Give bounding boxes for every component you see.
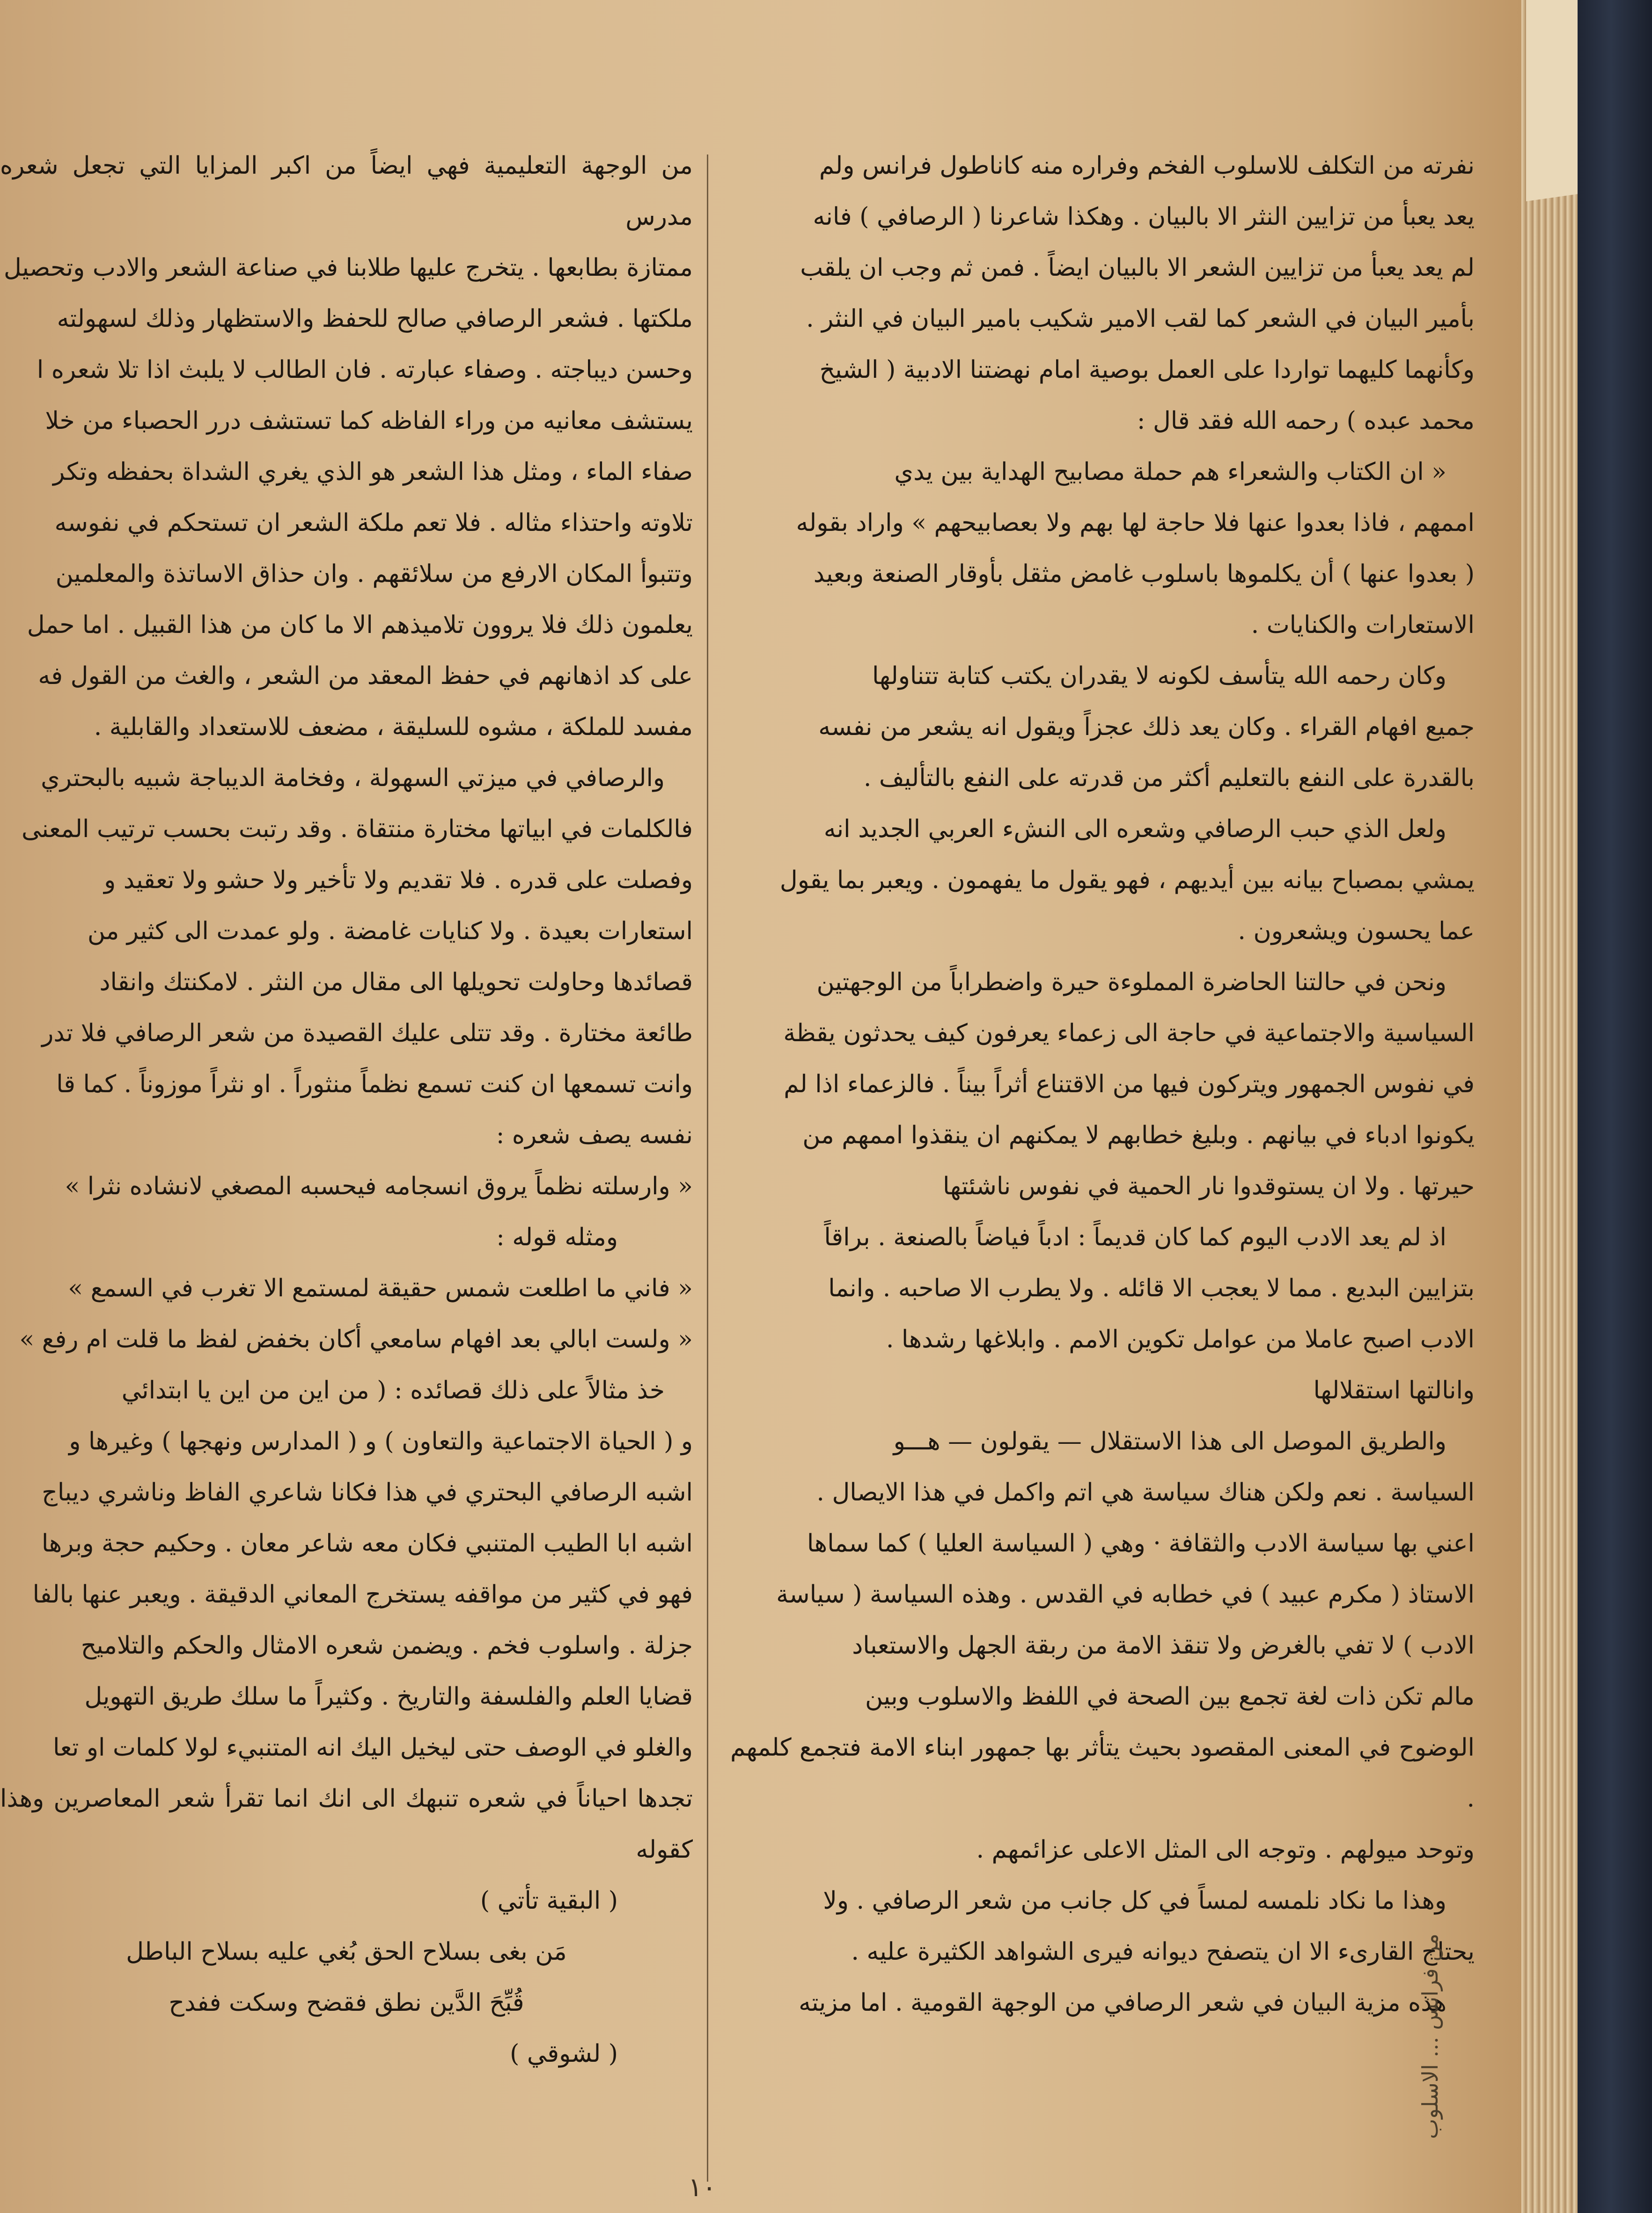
text-line: جميع افهام القراء . وكان يعد ذلك عجزاً ويقول انه يشعر من نفسه: [818, 713, 1475, 741]
quote-line: مَن بغى بسلاح الحق بُغي عليه بسلاح الباطل: [126, 1938, 567, 1966]
text-line: ملكتها . فشعر الرصافي صالح للحفظ والاستظهار وذلك لسهولته: [57, 305, 693, 333]
text-line: يستشف معانيه من وراء الفاظه كما تستشف درر الحصباء من خلا: [45, 407, 693, 435]
text-line: قضايا العلم والفلسفة والتاريخ . وكثيراً ما سلك طريق التهويل: [84, 1683, 693, 1711]
text-line: الادب اصبح عاملا من عوامل تكوين الامم . وابلاغها رشدها .: [886, 1325, 1475, 1353]
book-cover: [1578, 0, 1652, 2213]
text-line: يعلمون ذلك فلا يروون تلاميذهم الا ما كان من هذا القبيل . اما حمل: [27, 611, 693, 639]
text-line: الاستاذ ( مكرم عبيد ) في خطابه في القدس . وهذه السياسة ( سياسة: [776, 1581, 1475, 1609]
text-line: ( بعدوا عنها ) أن يكلموها باسلوب غامض مثقل بأوقار الصنعة وبعيد: [813, 560, 1475, 588]
text-line: صفاء الماء ، ومثل هذا الشعر هو الذي يغري الشداة بحفظه وتكر: [53, 458, 693, 486]
text-line: ولعل الذي حبب الرصافي وشعره الى النشء العربي الجديد انه: [823, 815, 1446, 843]
margin-handwriting: من فرانس ... الاسلوب: [1417, 1934, 1443, 2139]
text-line: اممهم ، فاذا بعدوا عنها فلا حاجة لها بهم ولا بعصابيحهم » واراد بقوله: [796, 509, 1475, 537]
text-line: اشبه ابا الطيب المتنبي فكان معه شاعر معان . وحكيم حجة وبرها: [41, 1529, 693, 1558]
text-line: وانالتها استقلالها: [1313, 1376, 1475, 1404]
text-line: يكونوا ادباء في بيانهم . وبليغ خطابهم لا يمكنهم ان ينقذوا اممهم من: [802, 1121, 1475, 1149]
text-line: تلاوته واحتذاء مثاله . فلا تعم ملكة الشعر ان تستحكم في نفوسه: [54, 509, 693, 537]
text-line: وتوحد ميولهم . وتوجه الى المثل الاعلى عزائمهم .: [976, 1836, 1475, 1864]
text-line: خذ مثالاً على ذلك قصائده : ( من اين من اين يا ابتدائي: [121, 1376, 665, 1404]
verse-line: « فاني ما اطلعت شمس حقيقة لمستمع الا تغرب في السمع »: [68, 1274, 693, 1302]
text-line: في نفوس الجمهور ويتركون فيها من الاقتناع أثراً بيناً . فالزعماء اذا لم: [784, 1070, 1475, 1098]
text-line: جزلة . واسلوب فخم . ويضمن شعره الامثال والحكم والتلاميح: [81, 1632, 693, 1660]
text-line: وفصلت على قدره . فلا تقديم ولا تأخير ولا حشو ولا تعقيد و: [104, 866, 693, 894]
text-line: وتتبوأ المكان الارفع من سلائقهم . وان حذاق الاساتذة والمعلمين: [55, 560, 693, 588]
right-column: [730, 140, 1475, 2029]
text-line: الوضوح في المعنى المقصود بحيث يتأثر بها جمهور ابناء الامة فتجمع كلمهم .: [730, 1734, 1475, 1813]
verse-line: « وارسلته نظماً يروق انسجامه فيحسبه المصغي لانشاده نثرا »: [65, 1172, 693, 1200]
text-line: ونحن في حالتنا الحاضرة المملوءة حيرة واضطراباً من الوجهتين: [816, 968, 1446, 996]
text-line: الادب ) لا تفي بالغرض ولا تنقذ الامة من ربقة الجهل والاستعباد: [852, 1632, 1475, 1660]
text-line: على كد اذهانهم في حفظ المعقد من الشعر ، والغث من القول فه: [38, 662, 693, 690]
page-edges: [1521, 0, 1578, 2213]
text-line: هذه مزية البيان في شعر الرصافي من الوجهة القومية . اما مزيته: [799, 1989, 1446, 2017]
text-line: والرصافي في ميزتي السهولة ، وفخامة الديباجة شبيه بالبحتري: [41, 764, 665, 792]
text-line: حيرتها . ولا ان يستوقدوا نار الحمية في نفوس ناشئتها: [943, 1172, 1475, 1200]
text-line: ومثله قوله :: [496, 1223, 618, 1251]
text-line: لم يعد يعبأ من تزايين الشعر الا بالبيان ايضاً . فمن ثم وجب ان يلقب: [800, 254, 1475, 282]
text-line: وهذا ما نكاد نلمسه لمساً في كل جانب من شعر الرصافي . ولا: [823, 1887, 1446, 1915]
text-line: والطريق الموصل الى هذا الاستقلال — يقولون — هـــو: [893, 1427, 1446, 1456]
text-line: بتزايين البديع . مما لا يعجب الا قائله . ولا يطرب الا صاحبه . وانما: [828, 1274, 1475, 1302]
text-line: طائعة مختارة . وقد تتلى عليك القصيدة من شعر الرصافي فلا تدر: [42, 1019, 693, 1047]
text-line: اذ لم يعد الادب اليوم كما كان قديماً : ادباً فياضاً بالصنعة . براقاً: [824, 1223, 1446, 1251]
text-line: اشبه الرصافي البحتري في هذا فكانا شاعري الفاظ وناشري ديباج: [42, 1478, 693, 1507]
column-divider: [707, 154, 708, 2182]
text-line: فالكلمات في ابياتها مختارة منتقاة . وقد رتبت بحسب ترتيب المعنى: [22, 815, 693, 843]
quote-line: قُبِّحَ الدَّين نطق فقضح وسكت ففدح: [169, 1989, 524, 2017]
text-line: تجدها احياناً في شعره تنبهك الى انك انما تقرأ شعر المعاصرين وهذا كقوله: [0, 1785, 693, 1864]
text-line: يعد يعبأ من تزايين النثر الا بالبيان . وهكذا شاعرنا ( الرصافي ) فانه: [813, 203, 1475, 231]
text-line: مفسد للملكة ، مشوه للسليقة ، مضعف للاستعداد والقابلية .: [94, 713, 693, 741]
text-line: فهو في كثير من مواقفه يستخرج المعاني الدقيقة . ويعبر عنها بالفا: [32, 1581, 693, 1609]
text-line: ممتازة بطابعها . يتخرج عليها طلابنا في صناعة الشعر والادب وتحصيل: [3, 254, 693, 282]
page-tab: [1526, 0, 1578, 201]
text-line: يمشي بمصباح بيانه بين أيديهم ، فهو يقول ما يفهمون . ويعبر بما يقول: [779, 866, 1475, 894]
text-line: من الوجهة التعليمية فهي ايضاً من اكبر المزايا التي تجعل شعره مدرس: [0, 152, 693, 231]
text-line: « ان الكتاب والشعراء هم حملة مصابيح الهداية بين يدي: [894, 458, 1446, 486]
text-line: نفرته من التكلف للاسلوب الفخم وفراره منه كاناطول فرانس ولم: [819, 152, 1475, 180]
text-line: بأمير البيان في الشعر كما لقب الامير شكيب بامير البيان في النثر .: [806, 305, 1475, 333]
left-column: [0, 140, 693, 2080]
text-line: والغلو في الوصف حتى ليخيل اليك انه المتنبيء لولا كلمات او تعا: [52, 1734, 693, 1762]
text-line: عما يحسون ويشعرون .: [1238, 917, 1475, 945]
text-line: الاستعارات والكنايات .: [1251, 611, 1475, 639]
continuation-note: ( البقية تأتي ): [480, 1887, 618, 1915]
text-line: استعارات بعيدة . ولا كنايات غامضة . ولو عمدت الى كثير من: [87, 917, 693, 945]
text-line: و ( الحياة الاجتماعية والتعاون ) و ( المدارس ونهجها ) وغيرها و: [69, 1427, 693, 1456]
text-line: محمد عبده ) رحمه الله فقد قال :: [1137, 407, 1475, 435]
text-line: السياسة . نعم ولكن هناك سياسة هي اتم واكمل في هذا الايصال .: [816, 1478, 1475, 1507]
text-line: وكأنهما كليهما تواردا على العمل بوصية امام نهضتنا الادبية ( الشيخ: [819, 356, 1475, 384]
text-line: السياسية والاجتماعية في حاجة الى زعماء يعرفون كيف يحدثون يقظة: [783, 1019, 1475, 1047]
text-line: وانت تسمعها ان كنت تسمع نظماً منثوراً . او نثراً موزوناً . كما قا: [56, 1070, 693, 1098]
page-number: ١٠: [688, 2172, 717, 2203]
text-line: اعني بها سياسة الادب والثقافة · وهي ( السياسة العليا ) كما سماها: [807, 1529, 1475, 1558]
text-line: بالقدرة على النفع بالتعليم أكثر من قدرته على النفع بالتأليف .: [863, 764, 1475, 792]
text-line: يحتاج القارىء الا ان يتصفح ديوانه فيرى الشواهد الكثيرة عليه .: [851, 1938, 1475, 1966]
text-line: مالم تكن ذات لغة تجمع بين الصحة في اللفظ والاسلوب وبين: [865, 1683, 1475, 1711]
verse-line: « ولست ابالي بعد افهام سامعي أكان بخفض لفظ ما قلت ام رفع »: [19, 1325, 693, 1353]
text-line: وحسن ديباجته . وصفاء عبارته . فان الطالب لا يلبث اذا تلا شعره ا: [37, 356, 693, 384]
text-line: نفسه يصف شعره :: [496, 1121, 693, 1149]
text-line: وكان رحمه الله يتأسف لكونه لا يقدران يكتب كتابة تتناولها: [872, 662, 1446, 690]
quote-attribution: ( لشوقي ): [510, 2040, 618, 2068]
text-line: قصائدها وحاولت تحويلها الى مقال من النثر . لامكنتك وانقاد: [99, 968, 693, 996]
